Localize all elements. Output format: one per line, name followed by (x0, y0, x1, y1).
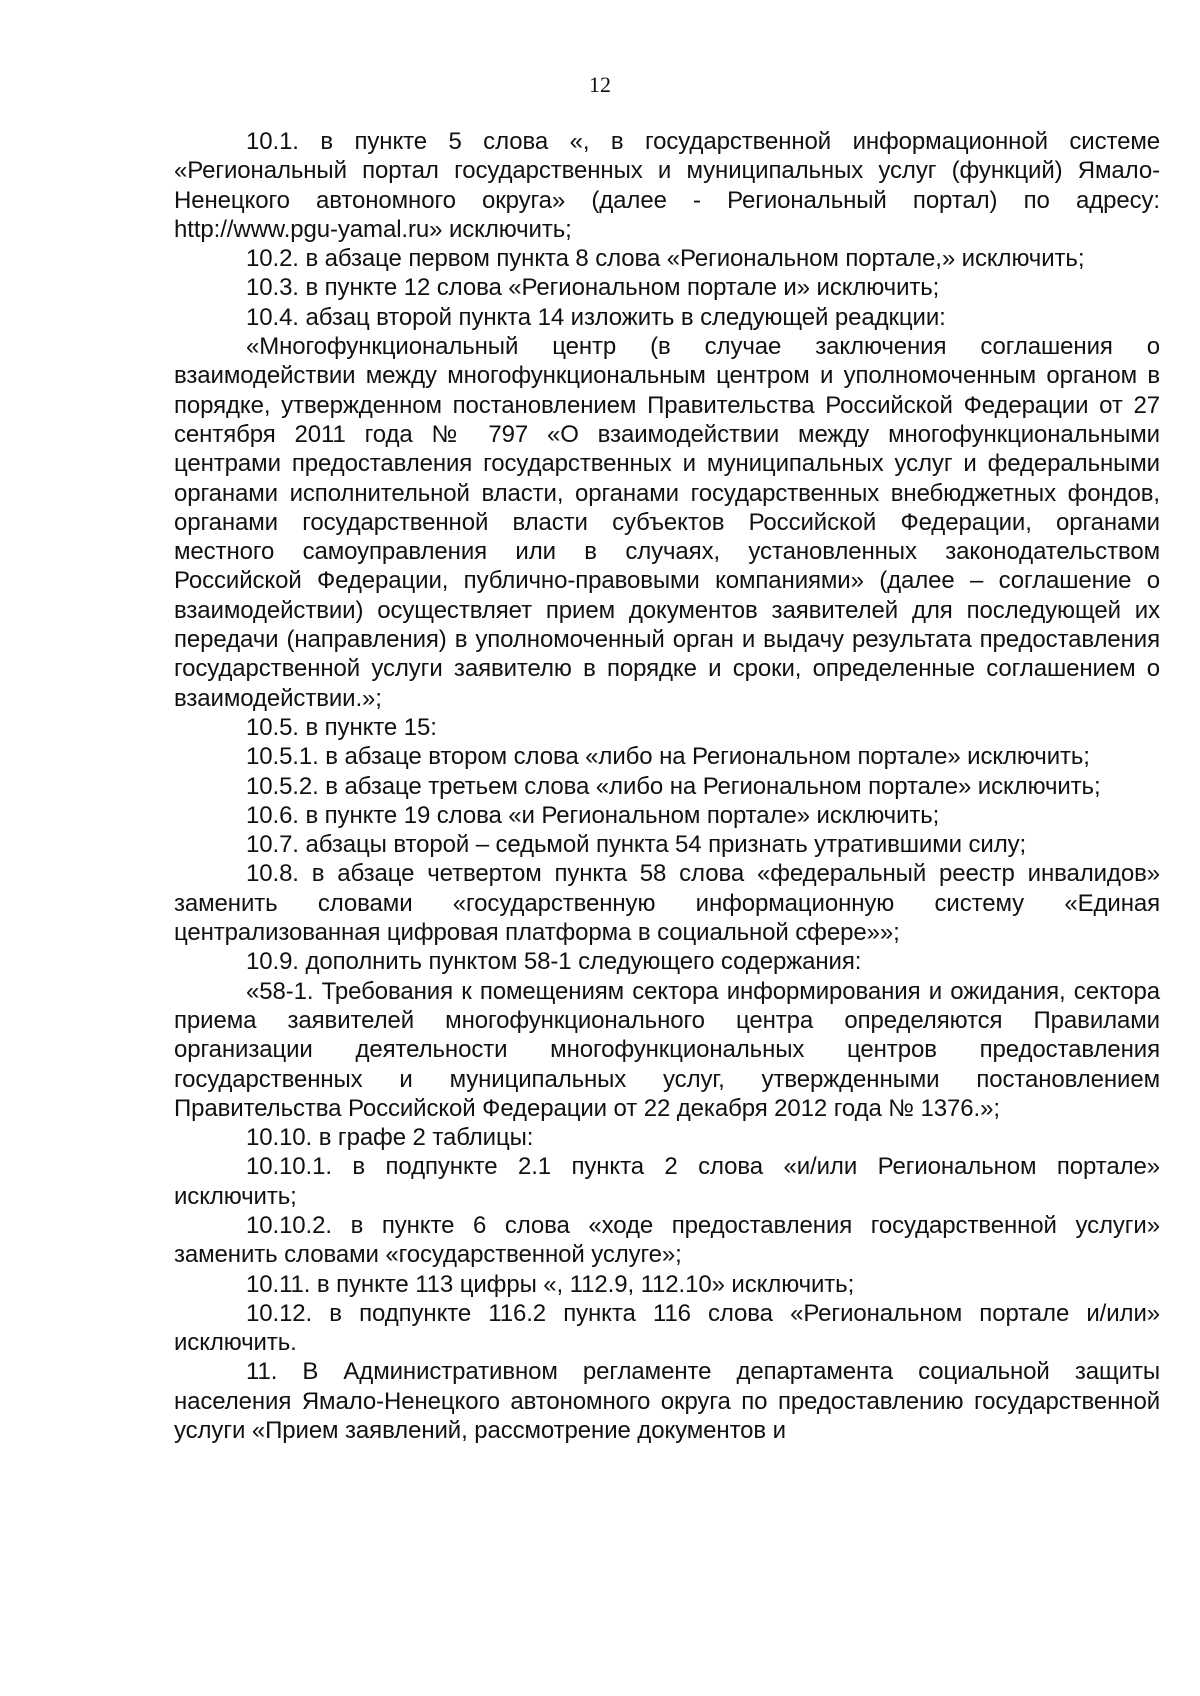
paragraph-10-8: 10.8. в абзаце четвертом пункта 58 слова «федеральный реестр инвалидов» заменить словами «государственную информационную систему «Единая централизованная цифровая платформа в социальной сфере»»; (174, 860, 1160, 947)
paragraph-10-5: 10.5. в пункте 15: (246, 713, 437, 741)
paragraph-10-5-1: 10.5.1. в абзаце втором слова «либо на Региональном портале» исключить; (246, 743, 1090, 771)
paragraph-10-10-2: 10.10.2. в пункте 6 слова «ходе предоставления государственной услуги» заменить словами «государственной услуге»; (174, 1211, 1160, 1269)
paragraph-11: 11. В Административном регламенте департамента социальной защиты населения Ямало-Ненецкого автономного округа по предоставлению государственной услуги «Прием заявлений, рассмотрение документов и (174, 1358, 1160, 1445)
paragraph-10-6: 10.6. в пункте 19 слова «и Региональном портале» исключить; (246, 801, 940, 829)
paragraph-10-11: 10.11. в пункте 113 цифры «, 112.9, 112.10» исключить; (246, 1270, 855, 1298)
paragraph-10-4-quote: «Многофункциональный центр (в случае заключения соглашения о взаимодействии между многофункциональным центром и уполномоченным органом в порядке, утвержденном постановлением Правительства Российской Федерации от 27 сентября 2011 года № 797 «О взаимодействии между многофункциональными центрами предоставления государственных и муниципальных услуг и федеральными органами исполнительной власти, органами государственных внебюджетных фондов, органами государственной власти субъектов Российской Федерации, органами местного самоуправления или в случаях, установленных законодательством Российской Федерации, публично-правовыми компаниями» (далее – соглашение о взаимодействии) осуществляет прием документов заявителей для последующей их передачи (направления) в уполномоченный орган и выдачу результата предоставления государственной услуги заявителю в порядке и сроки, определенные соглашением о взаимодействии.»; (174, 333, 1160, 712)
page-number: 12 (589, 72, 611, 97)
paragraph-10-1: 10.1. в пункте 5 слова «, в государственной информационной системе «Региональный портал государственных и муниципальных услуг (функций) Ямало-Ненецкого автономного округа» (далее - Региональный портал) по адресу: http://www.pgu-yamal.ru» исключить; (174, 128, 1160, 243)
paragraph-10-9: 10.9. дополнить пунктом 58-1 следующего содержания: (246, 948, 862, 976)
paragraph-10-9-quote: «58-1. Требования к помещениям сектора информирования и ожидания, сектора приема заявителей многофункционального центра определяются Правилами организации деятельности многофункциональных центров предоставления государственных и муниципальных услуг, утвержденными постановлением Правительства Российской Федерации от 22 декабря 2012 года № 1376.»; (174, 977, 1160, 1122)
paragraph-10-10: 10.10. в графе 2 таблицы: (246, 1124, 534, 1152)
paragraph-10-5-2: 10.5.2. в абзаце третьем слова «либо на Региональном портале» исключить; (246, 772, 1101, 800)
paragraph-10-10-1: 10.10.1. в подпункте 2.1 пункта 2 слова «и/или Региональном портале» исключить; (174, 1153, 1160, 1210)
paragraph-10-4: 10.4. абзац второй пункта 14 изложить в следующей реадкции: (246, 303, 946, 331)
document-body (174, 127, 1160, 1445)
paragraph-10-7: 10.7. абзацы второй – седьмой пункта 54 признать утратившими силу; (246, 831, 1027, 859)
paragraph-10-3: 10.3. в пункте 12 слова «Региональном портале и» исключить; (246, 274, 940, 302)
paragraph-10-12: 10.12. в подпункте 116.2 пункта 116 слова «Региональном портале и/или» исключить. (174, 1299, 1160, 1357)
paragraph-10-2: 10.2. в абзаце первом пункта 8 слова «Региональном портале,» исключить; (246, 245, 1085, 273)
